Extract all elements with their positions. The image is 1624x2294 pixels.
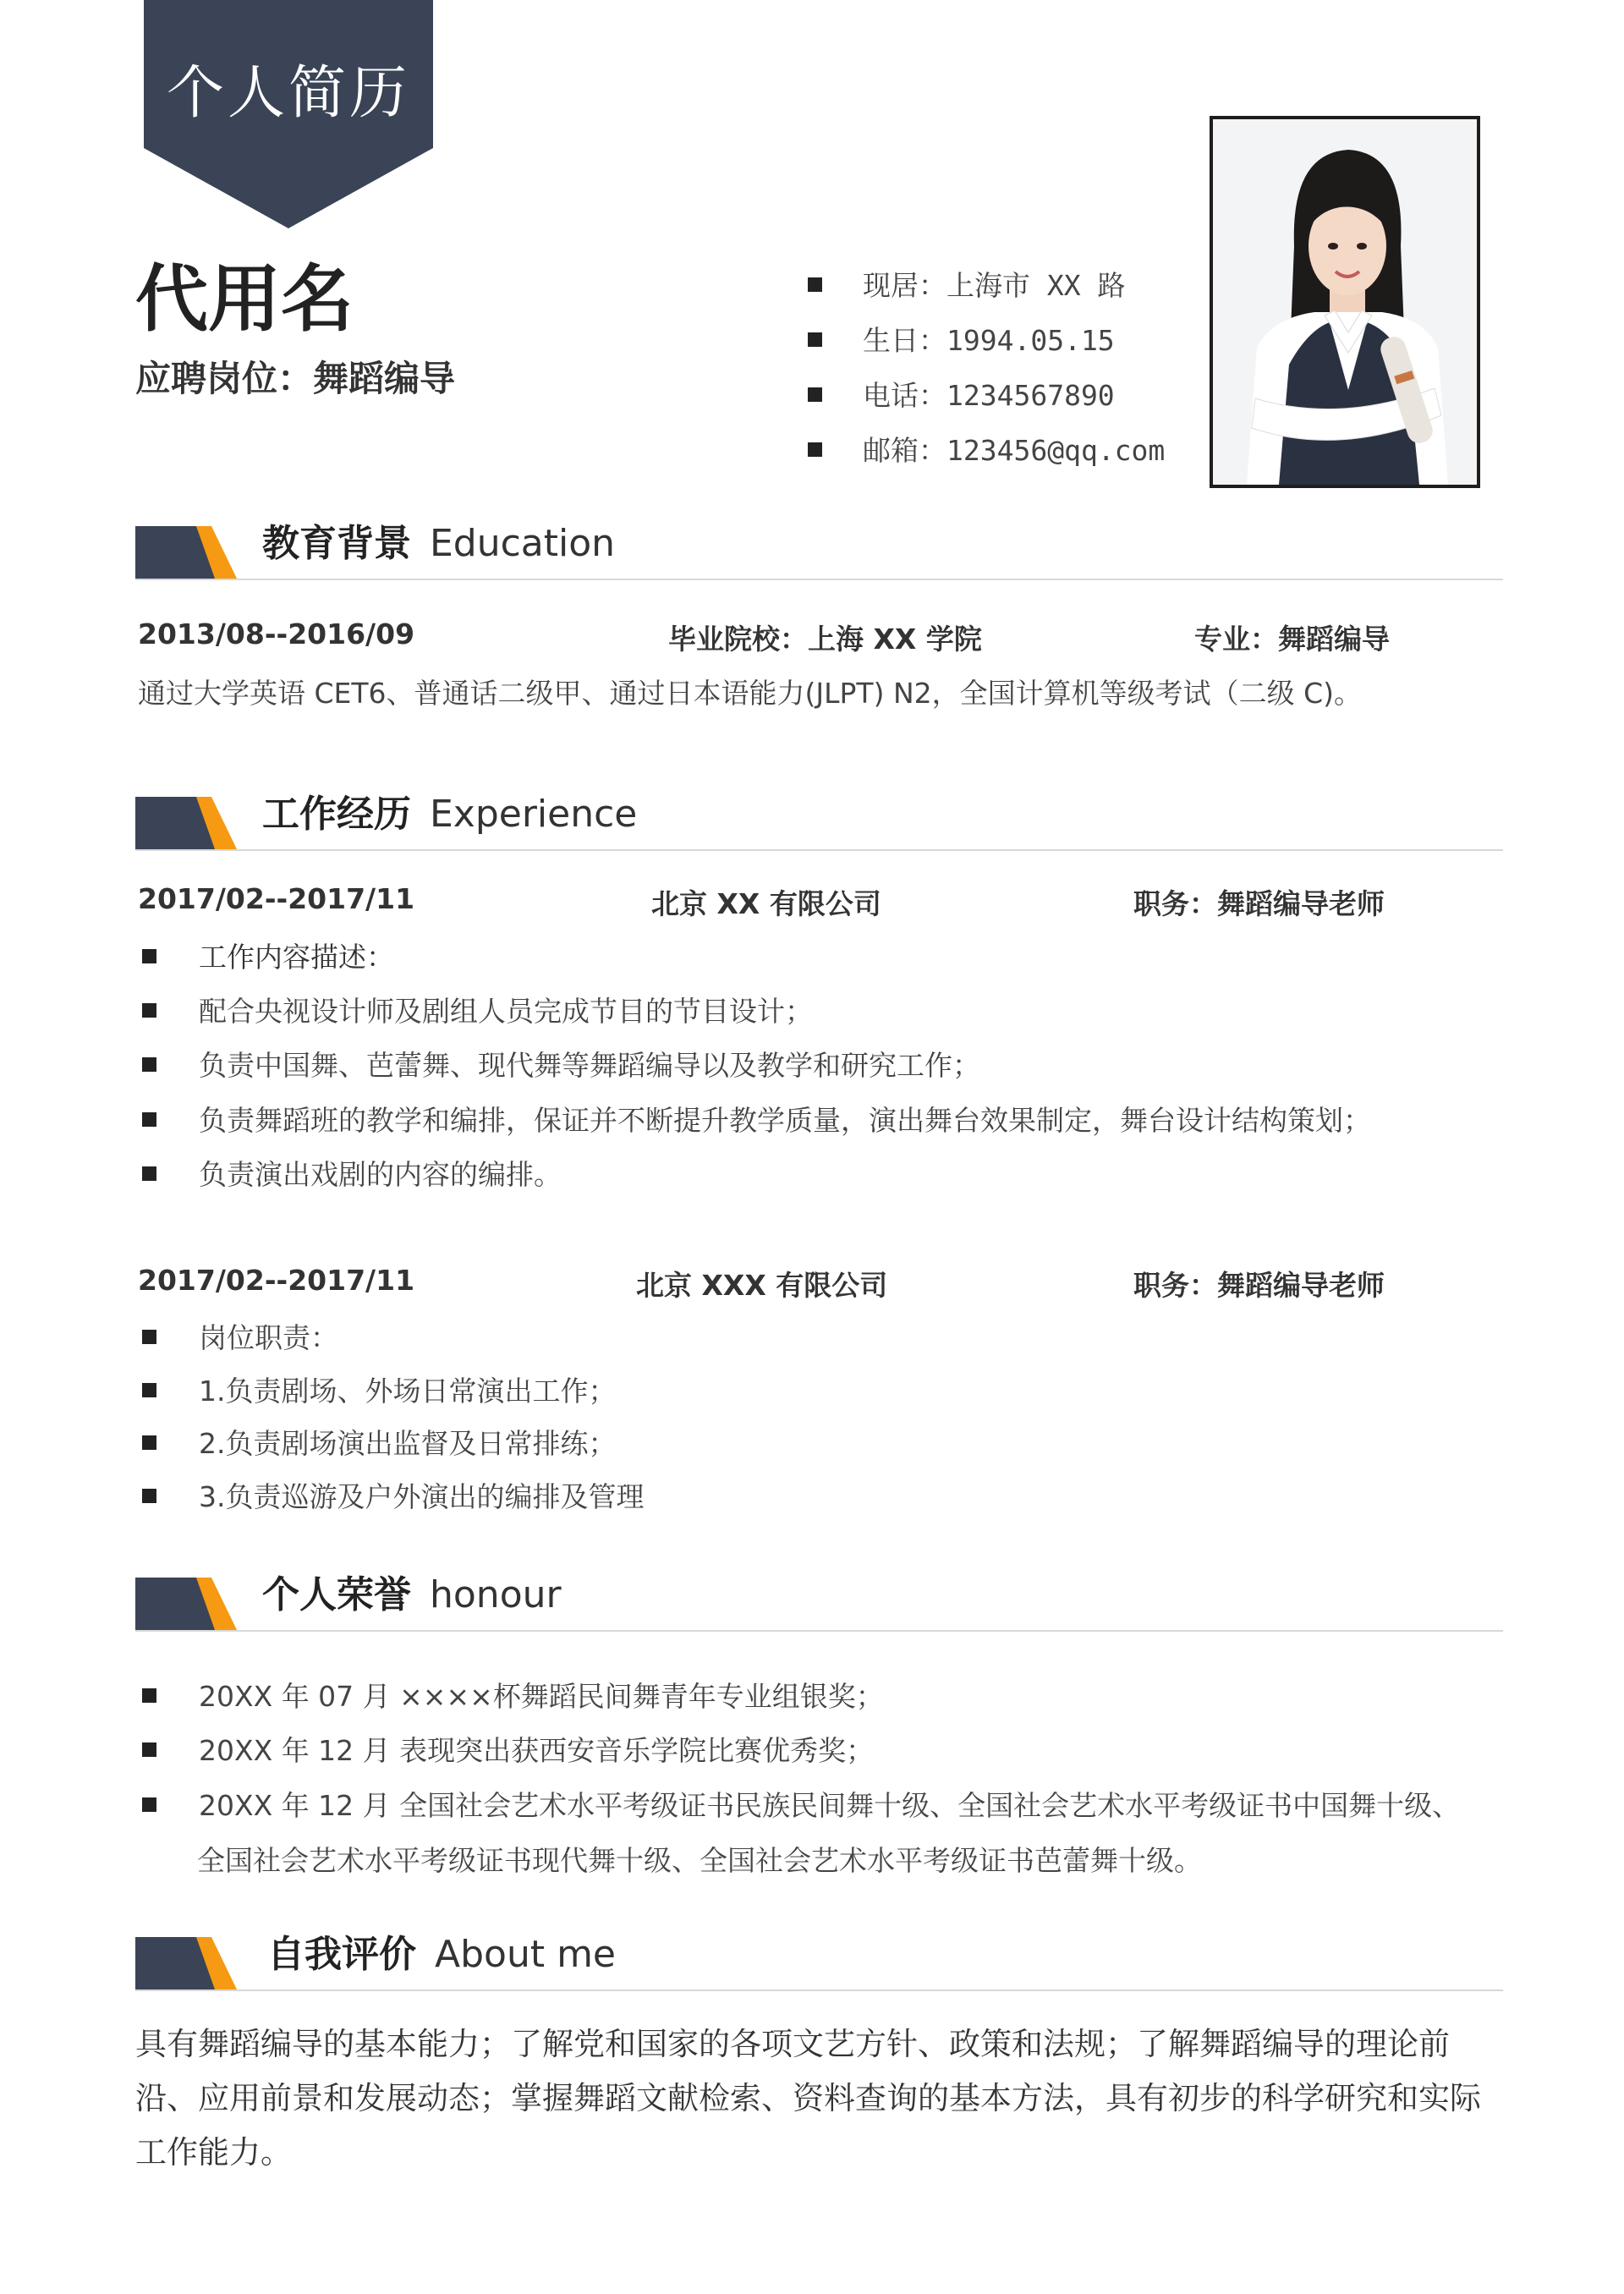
job-item (142, 1316, 338, 1356)
section-title-honours (262, 1569, 562, 1622)
section-divider (135, 849, 1503, 851)
job-item (142, 1099, 1371, 1139)
bullet-square-icon (808, 442, 822, 457)
job-period: 2017/02--2017/11 (138, 1264, 415, 1297)
portrait-illustration (1213, 119, 1477, 485)
job-item-text: 岗位职责： (199, 1321, 338, 1354)
honour-item (142, 1675, 884, 1715)
job-item (142, 1475, 645, 1515)
honour-item (142, 1784, 1460, 1824)
section-bar-honours (135, 1578, 237, 1630)
job-item-text: 工作内容描述： (199, 941, 394, 974)
bullet-square-icon (142, 1742, 156, 1757)
job-item (142, 1044, 980, 1084)
job-item-text: 负责舞蹈班的教学和编排，保证并不断提升教学质量，演出舞台效果制定，舞台设计结构策划； (199, 1104, 1371, 1137)
honour-item (142, 1729, 874, 1769)
honour-text: 20XX 年 12 月 全国社会艺术水平考级证书民族民间舞十级、全国社会艺术水平考级证书中国舞十级、 (199, 1789, 1461, 1822)
bullet-square-icon (142, 1688, 156, 1703)
position-label: 应聘岗位： (135, 358, 314, 399)
section-divider (135, 1989, 1503, 1991)
education-detail: 通过大学英语 CET6、普通话二级甲、通过日本语能力(JLPT) N2，全国计算机等级考试（二级 C)。 (138, 677, 1363, 710)
job-item-text: 配合央视设计师及剧组人员完成节目的节目设计； (199, 995, 813, 1028)
contact-address (808, 264, 1125, 304)
contact-label: 邮箱： (863, 434, 946, 467)
contact-birthday (808, 319, 1115, 359)
candidate-name: 代用名 (135, 257, 354, 342)
section-title-education (262, 518, 615, 570)
bullet-square-icon (142, 1112, 156, 1127)
position-value: 舞蹈编导 (313, 358, 456, 399)
job-item-text: 负责中国舞、芭蕾舞、现代舞等舞蹈编导以及教学和研究工作； (199, 1049, 980, 1082)
bullet-square-icon (142, 1057, 156, 1072)
section-title-en: Education (430, 522, 616, 565)
contact-value: 1994.05.15 (946, 324, 1115, 357)
bullet-square-icon (142, 1166, 156, 1181)
bullet-square-icon (142, 1383, 156, 1397)
job-item (142, 936, 394, 975)
section-title-experience (262, 788, 637, 841)
bullet-square-icon (142, 1435, 156, 1450)
contact-label: 电话： (863, 379, 946, 412)
section-title-zh: 教育背景 (262, 522, 411, 565)
applied-position (135, 351, 455, 402)
section-bar-about (135, 1937, 237, 1989)
job-role: 职务：舞蹈编导老师 (1133, 1269, 1385, 1302)
resume-title: 个人简历 (166, 60, 410, 127)
bullet-square-icon (142, 1489, 156, 1503)
section-title-about (267, 1929, 616, 1981)
education-major: 专业：舞蹈编导 (1194, 623, 1390, 656)
bullet-square-icon (142, 1330, 156, 1344)
job-role: 职务：舞蹈编导老师 (1133, 887, 1385, 920)
section-title-en: honour (430, 1573, 562, 1616)
section-title-zh: 自我评价 (267, 1933, 416, 1976)
contact-label: 现居： (863, 269, 946, 302)
contact-email (808, 429, 1165, 469)
job-item (142, 1153, 562, 1193)
contact-label: 生日： (863, 324, 946, 357)
education-period: 2013/08--2016/09 (138, 617, 415, 650)
job-company: 北京 XXX 有限公司 (636, 1269, 888, 1302)
job-item (142, 1422, 617, 1462)
section-title-en: Experience (430, 793, 638, 836)
education-school: 毕业院校：上海 XX 学院 (668, 623, 982, 656)
bullet-square-icon (142, 1797, 156, 1812)
contact-phone (808, 374, 1115, 414)
section-title-zh: 个人荣誉 (262, 1573, 411, 1616)
about-text: 具有舞蹈编导的基本能力；了解党和国家的各项文艺方针、政策和法规；了解舞蹈编导的理论前沿、应用前景和发展动态；掌握舞蹈文献检索、资料查询的基本方法，具有初步的科学研究和实际工作能力。 (135, 2026, 1481, 2171)
section-title-zh: 工作经历 (262, 793, 411, 836)
bullet-square-icon (142, 1003, 156, 1018)
section-bar-education (135, 526, 237, 579)
contact-value: 123456@qq.com (946, 434, 1166, 467)
job-item (142, 1369, 617, 1409)
profile-photo (1210, 116, 1480, 488)
honour-continuation: 全国社会艺术水平考级证书现代舞十级、全国社会艺术水平考级证书芭蕾舞十级。 (197, 1844, 1202, 1877)
honour-text: 20XX 年 07 月 ××××杯舞蹈民间舞青年专业组银奖； (199, 1680, 884, 1713)
contact-value: 1234567890 (946, 379, 1115, 412)
section-divider (135, 579, 1503, 580)
bullet-square-icon (808, 332, 822, 347)
section-title-en: About me (435, 1933, 617, 1976)
job-item-text: 2.负责剧场演出监督及日常排练； (199, 1427, 617, 1460)
section-bar-experience (135, 797, 237, 849)
job-company: 北京 XX 有限公司 (651, 887, 881, 920)
contact-value: 上海市 XX 路 (946, 269, 1126, 302)
section-divider (135, 1630, 1503, 1632)
bullet-square-icon (808, 277, 822, 292)
honour-text: 20XX 年 12 月 表现突出获西安音乐学院比赛优秀奖； (199, 1734, 875, 1767)
job-item-text: 负责演出戏剧的内容的编排。 (199, 1158, 562, 1191)
job-period: 2017/02--2017/11 (138, 882, 415, 915)
job-item-text: 3.负责巡游及户外演出的编排及管理 (199, 1480, 645, 1513)
job-item-text: 1.负责剧场、外场日常演出工作； (199, 1375, 617, 1408)
bullet-square-icon (142, 949, 156, 963)
job-item (142, 990, 813, 1029)
bullet-square-icon (808, 387, 822, 402)
